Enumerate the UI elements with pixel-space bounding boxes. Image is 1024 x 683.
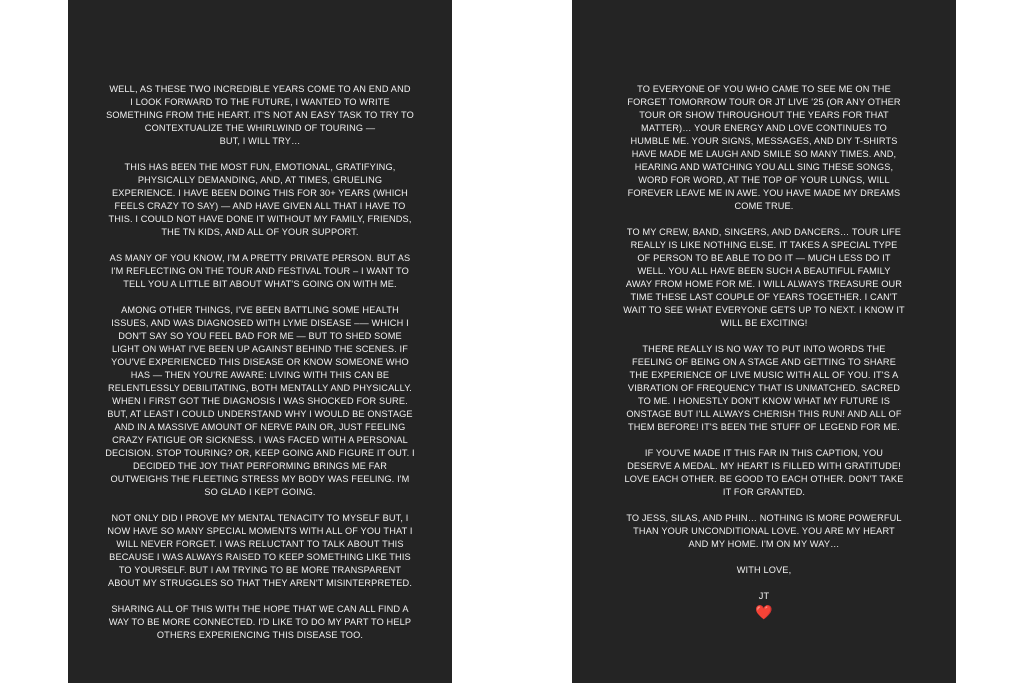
left-paragraph-2: THIS HAS BEEN THE MOST FUN, EMOTIONAL, GRATIFYING, PHYSICALLY DEMANDING, AND, AT TIMES, GRUELING EXPERIENCE. I HAVE BEEN DOING THIS FOR 30+ YEARS (WHICH FEELS CRAZY TO SAY) — AND HAVE GIVEN ALL THAT I HAVE TO THIS. I COULD NOT HAVE DONE IT WITHOUT MY FAMILY, FRIENDS, THE TN KIDS, AND ALL OF YOUR SUPPORT.	[108, 162, 412, 237]
left-paragraph-5: NOT ONLY DID I PROVE MY MENTAL TENACITY TO MYSELF BUT, I NOW HAVE SO MANY SPECIAL MOMENTS WITH ALL OF YOU THAT I WILL NEVER FORGET. I WAS RELUCTANT TO TALK ABOUT THIS BECAUSE I WAS ALWAYS RAISED TO KEEP SOMETHING LIKE THIS TO YOURSELF. BUT I AM TRYING TO BE MORE TRANSPARENT ABOUT MY STRUGGLES SO THAT THEY AREN'T MISINTERPRETED.	[107, 513, 413, 588]
left-paragraph-4: AMONG OTHER THINGS, I'VE BEEN BATTLING SOME HEALTH ISSUES, AND WAS DIAGNOSED WITH LYME DISEASE –— WHICH I DON'T SAY SO YOU FEEL BAD FOR ME — BUT TO SHED SOME LIGHT ON WHAT I'VE BEEN UP AGAINST BEHIND THE SCENES. IF YOU'VE EXPERIENCED THIS DISEASE OR KNOW SOMEONE WHO HAS — THEN YOU'RE AWARE: LIVING WITH THIS CAN BE RELENTLESSLY DEBILITATING, BOTH MENTALLY AND PHYSICALLY. WHEN I FIRST GOT THE DIAGNOSIS I WAS SHOCKED FOR SURE. BUT, AT LEAST I COULD UNDERSTAND WHY I WOULD BE ONSTAGE AND IN A MASSIVE AMOUNT OF NERVE PAIN OR, JUST FEELING CRAZY FATIGUE OR SICKNESS. I WAS FACED WITH A PERSONAL DECISION. STOP TOURING? OR, KEEP GOING AND FIGURE IT OUT. I DECIDED THE JOY THAT PERFORMING BRINGS ME FAR OUTWEIGHS THE FLEETING STRESS MY BODY WAS FEELING. I'M SO GLAD I KEPT GOING.	[105, 305, 415, 497]
right-paragraph-4: IF YOU'VE MADE IT THIS FAR IN THIS CAPTION, YOU DESERVE A MEDAL. MY HEART IS FILLED WITH GRATITUDE! LOVE EACH OTHER. BE GOOD TO EACH OTHER. DON'T TAKE IT FOR GRANTED.	[624, 448, 904, 497]
signature: JT	[758, 591, 770, 601]
right-story-panel	[572, 0, 956, 683]
left-story-caption	[102, 83, 418, 642]
left-paragraph-1: WELL, AS THESE TWO INCREDIBLE YEARS COME TO AN END AND I LOOK FORWARD TO THE FUTURE, I WANTED TO WRITE SOMETHING FROM THE HEART. IT'S NOT AN EASY TASK TO TRY TO CONTEXTUALIZE THE WHIRLWIND OF TOURING — BUT, I WILL TRY…	[106, 84, 414, 146]
right-paragraph-3: THERE REALLY IS NO WAY TO PUT INTO WORDS THE FEELING OF BEING ON A STAGE AND GETTING TO SHARE THE EXPERIENCE OF LIVE MUSIC WITH ALL OF YOU. IT'S A VIBRATION OF FREQUENCY THAT IS UNMATCHED. SACRED TO ME. I HONESTLY DON'T KNOW WHAT MY FUTURE IS ONSTAGE BUT I'LL ALWAYS CHERISH THIS RUN! AND ALL OF THEM BEFORE! IT'S BEEN THE STUFF OF LEGEND FOR ME.	[626, 344, 902, 432]
closing-line: WITH LOVE,	[736, 565, 792, 575]
right-paragraph-1: TO EVERYONE OF YOU WHO CAME TO SEE ME ON THE FORGET TOMORROW TOUR OR JT LIVE '25 (OR ANY OTHER TOUR OR SHOW THROUGHOUT THE YEARS FOR THAT MATTER)… YOUR ENERGY AND LOVE CONTINUES TO HUMBLE ME. YOUR SIGNS, MESSAGES, AND DIY T-SHIRTS HAVE MADE ME LAUGH AND SMILE SO MANY TIMES. AND, HEARING AND WATCHING YOU ALL SING THESE SONGS, WORD FOR WORD, AT THE TOP OF YOUR LUNGS, WILL FOREVER LEAVE ME IN AWE. YOU HAVE MADE MY DREAMS COME TRUE.	[627, 84, 901, 211]
left-story-panel	[68, 0, 452, 683]
red-heart-icon: ❤️	[755, 604, 773, 620]
right-paragraph-2: TO MY CREW, BAND, SINGERS, AND DANCERS… TOUR LIFE REALLY IS LIKE NOTHING ELSE. IT TAKES A SPECIAL TYPE OF PERSON TO BE ABLE TO DO IT — MUCH LESS DO IT WELL. YOU ALL HAVE BEEN SUCH A BEAUTIFUL FAMILY AWAY FROM HOME FOR ME. I WILL ALWAYS TREASURE OUR TIME THESE LAST COUPLE OF YEARS TOGETHER. I CAN'T WAIT TO SEE WHAT EVERYONE GETS UP TO NEXT. I KNOW IT WILL BE EXCITING!	[623, 227, 905, 328]
left-paragraph-6: SHARING ALL OF THIS WITH THE HOPE THAT WE CAN ALL FIND A WAY TO BE MORE CONNECTED. I'D LIKE TO DO MY PART TO HELP OTHERS EXPERIENCING THIS DISEASE TOO.	[108, 604, 412, 640]
right-story-caption	[606, 83, 922, 620]
left-paragraph-3: AS MANY OF YOU KNOW, I'M A PRETTY PRIVATE PERSON. BUT AS I'M REFLECTING ON THE TOUR AND FESTIVAL TOUR – I WANT TO TELL YOU A LITTLE BIT ABOUT WHAT'S GOING ON WITH ME.	[109, 253, 411, 289]
right-paragraph-5: TO JESS, SILAS, AND PHIN… NOTHING IS MORE POWERFUL THAN YOUR UNCONDITIONAL LOVE. YOU ARE MY HEART AND MY HOME. I'M ON MY WAY…	[626, 513, 902, 549]
